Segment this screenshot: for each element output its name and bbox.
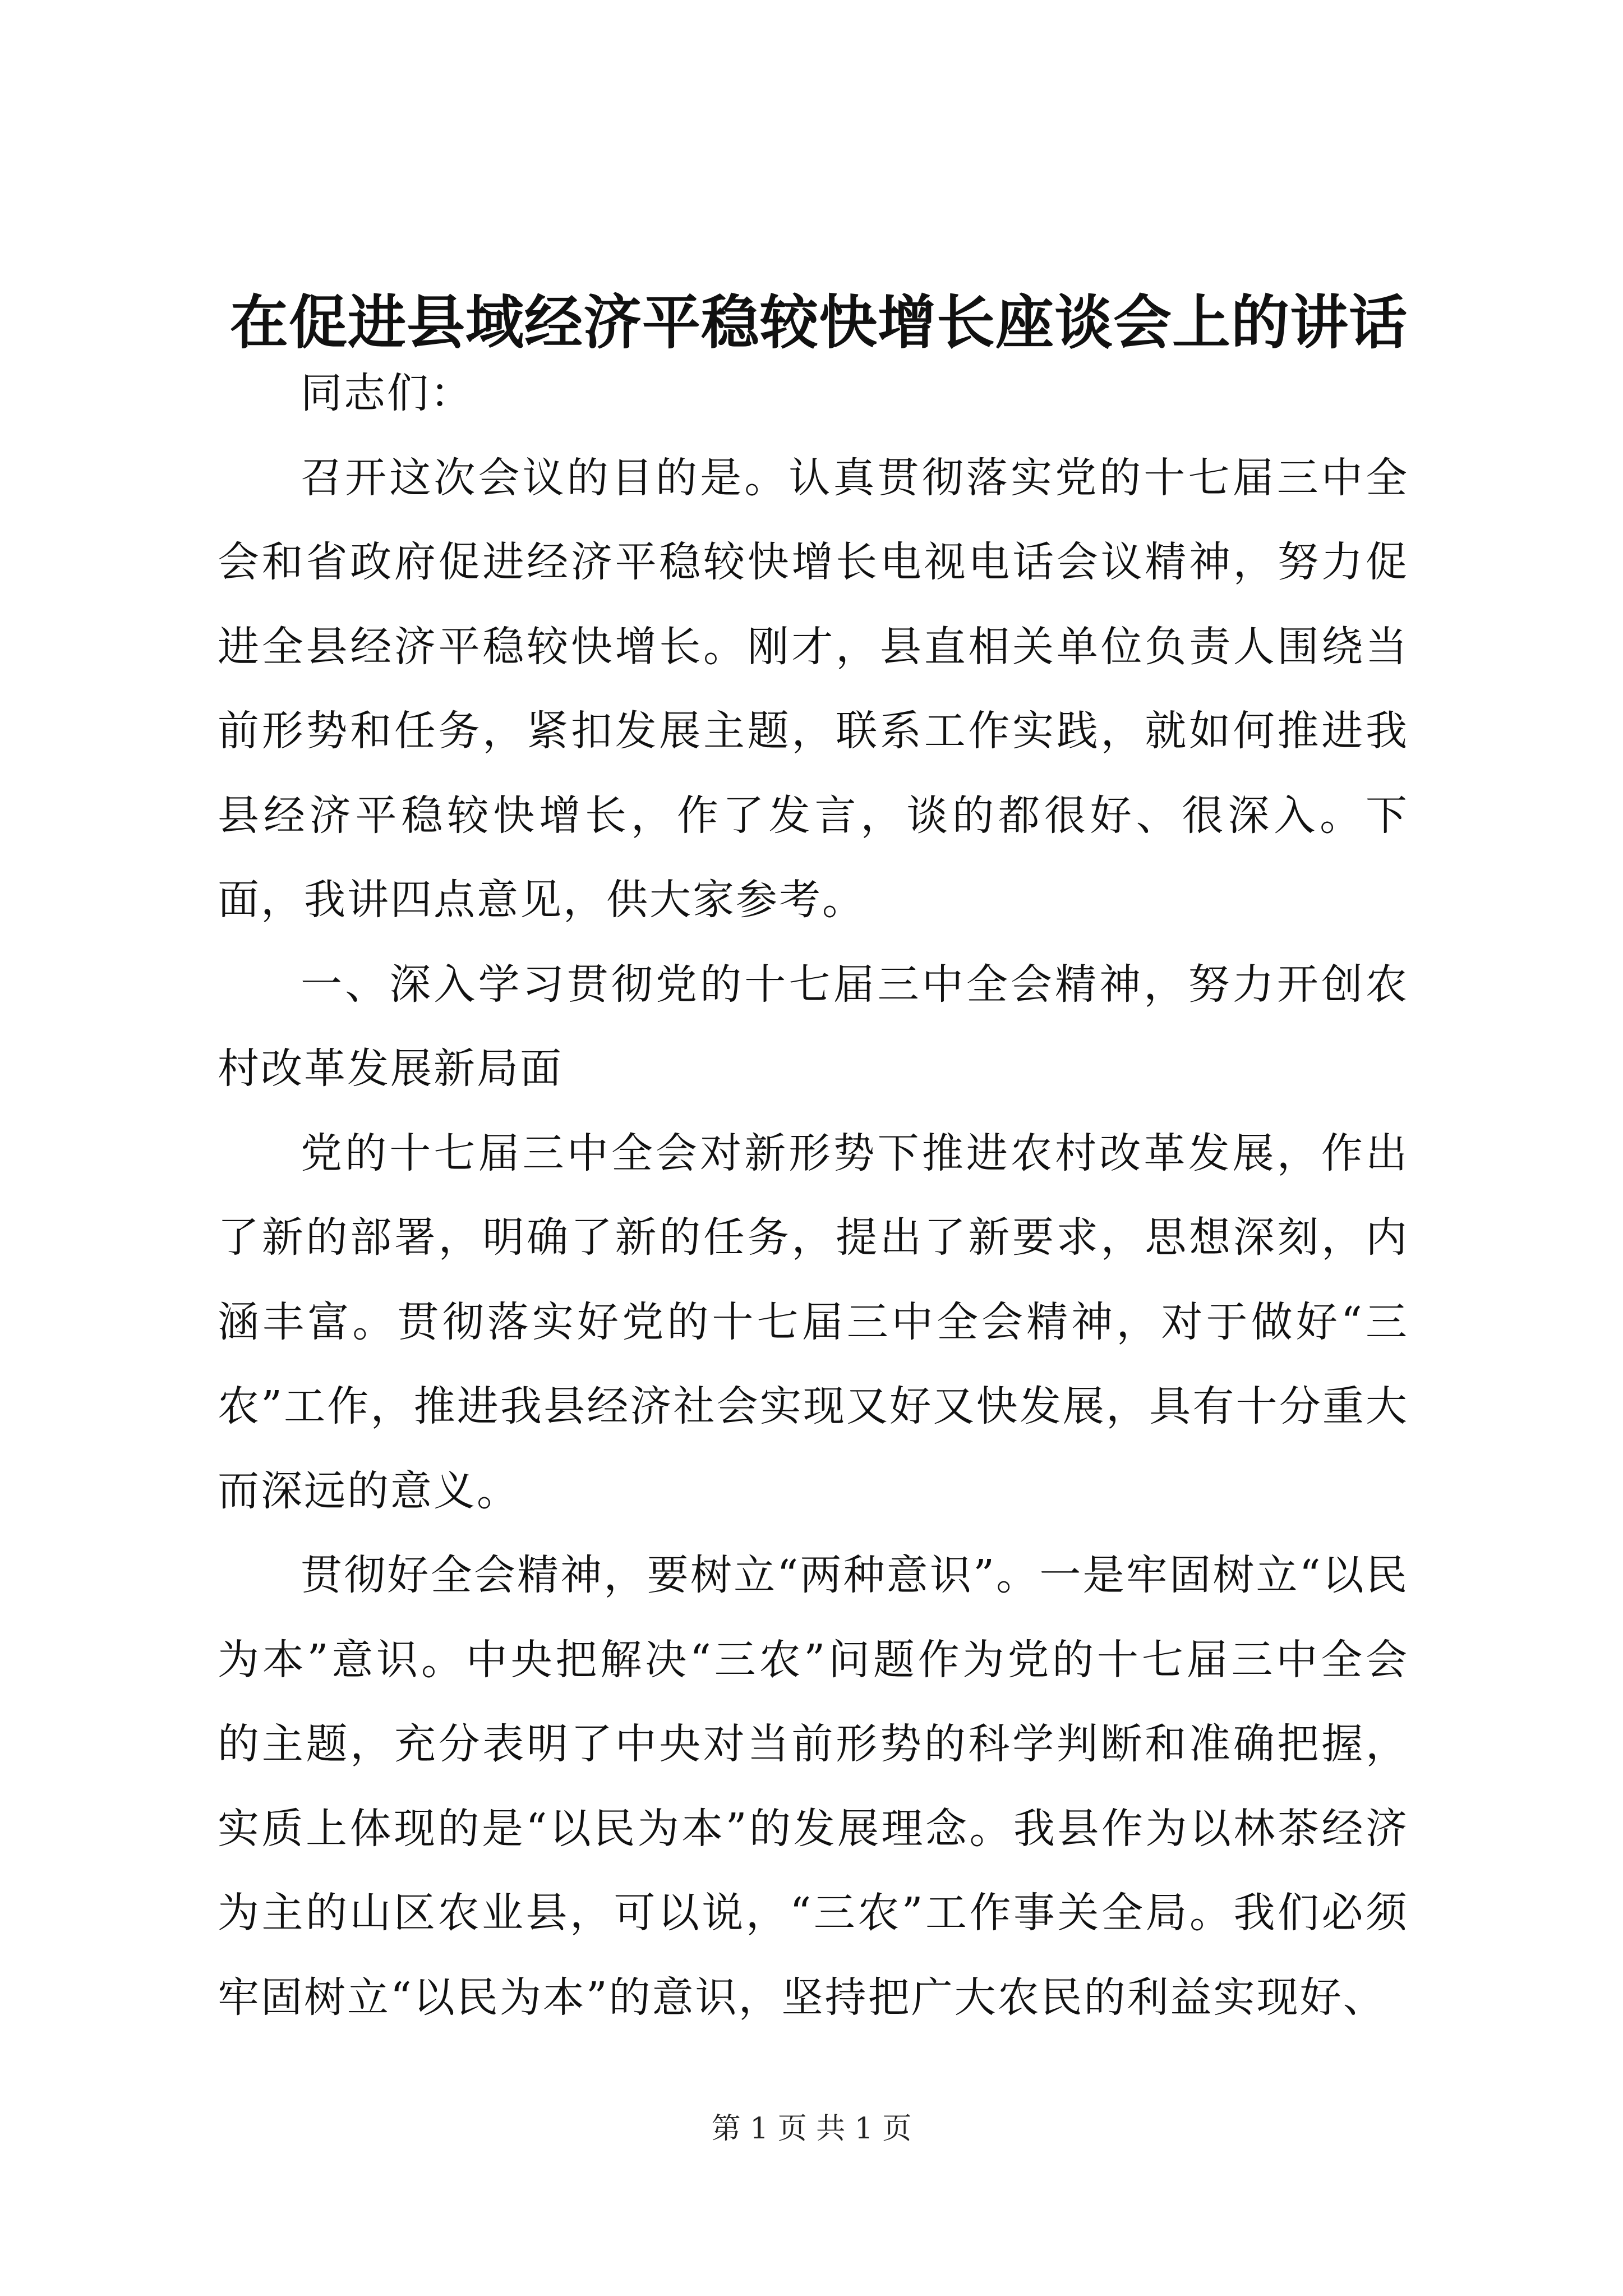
- body-paragraph: 党的十七届三中全会对新形势下推进农村改革发展，作出了新的部署，明确了新的任务，提出了新要求，思想深刻，内涵丰富。贯彻落实好党的十七届三中全会精神，对于做好“三农”工作，推进我县经济社会实现又好又快发展，具有十分重大而深远的意义。: [218, 1129, 1409, 1515]
- page-number-footer: 第 1 页 共 1 页: [711, 2112, 912, 2146]
- salutation-paragraph: 同志们：: [301, 369, 473, 417]
- intro-paragraph: 召开这次会议的目的是。认真贯彻落实党的十七届三中全会和省政府促进经济平稳较快增长电视电话会议精神，努力促进全县经济平稳较快增长。刚才，县直相关单位负责人围绕当前形势和任务，紧扣发展主题，联系工作实践，就如何推进我县经济平稳较快增长，作了发言，谈的都很好、很深入。下面，我讲四点意见，供大家参考。: [218, 453, 1409, 924]
- body-paragraph: 贯彻好全会精神，要树立“两种意识”。一是牢固树立“以民为本”意识。中央把解决“三农”问题作为党的十七届三中全会的主题，充分表明了中央对当前形势的科学判断和准确把握，实质上体现的是“以民为本”的发展理念。我县作为以林茶经济为主的山区农业县，可以说，“三农”工作事关全局。我们必须牢固树立“以民为本”的意识，坚持把广大农民的利益实现好、: [218, 1551, 1409, 2022]
- document-body: [218, 351, 1409, 2040]
- section-heading-1: 一、深入学习贯彻党的十七届三中全会精神，努力开创农村改革发展新局面: [218, 960, 1409, 1093]
- document-title: 在促进县域经济平稳较快增长座谈会上的讲话: [229, 288, 1408, 357]
